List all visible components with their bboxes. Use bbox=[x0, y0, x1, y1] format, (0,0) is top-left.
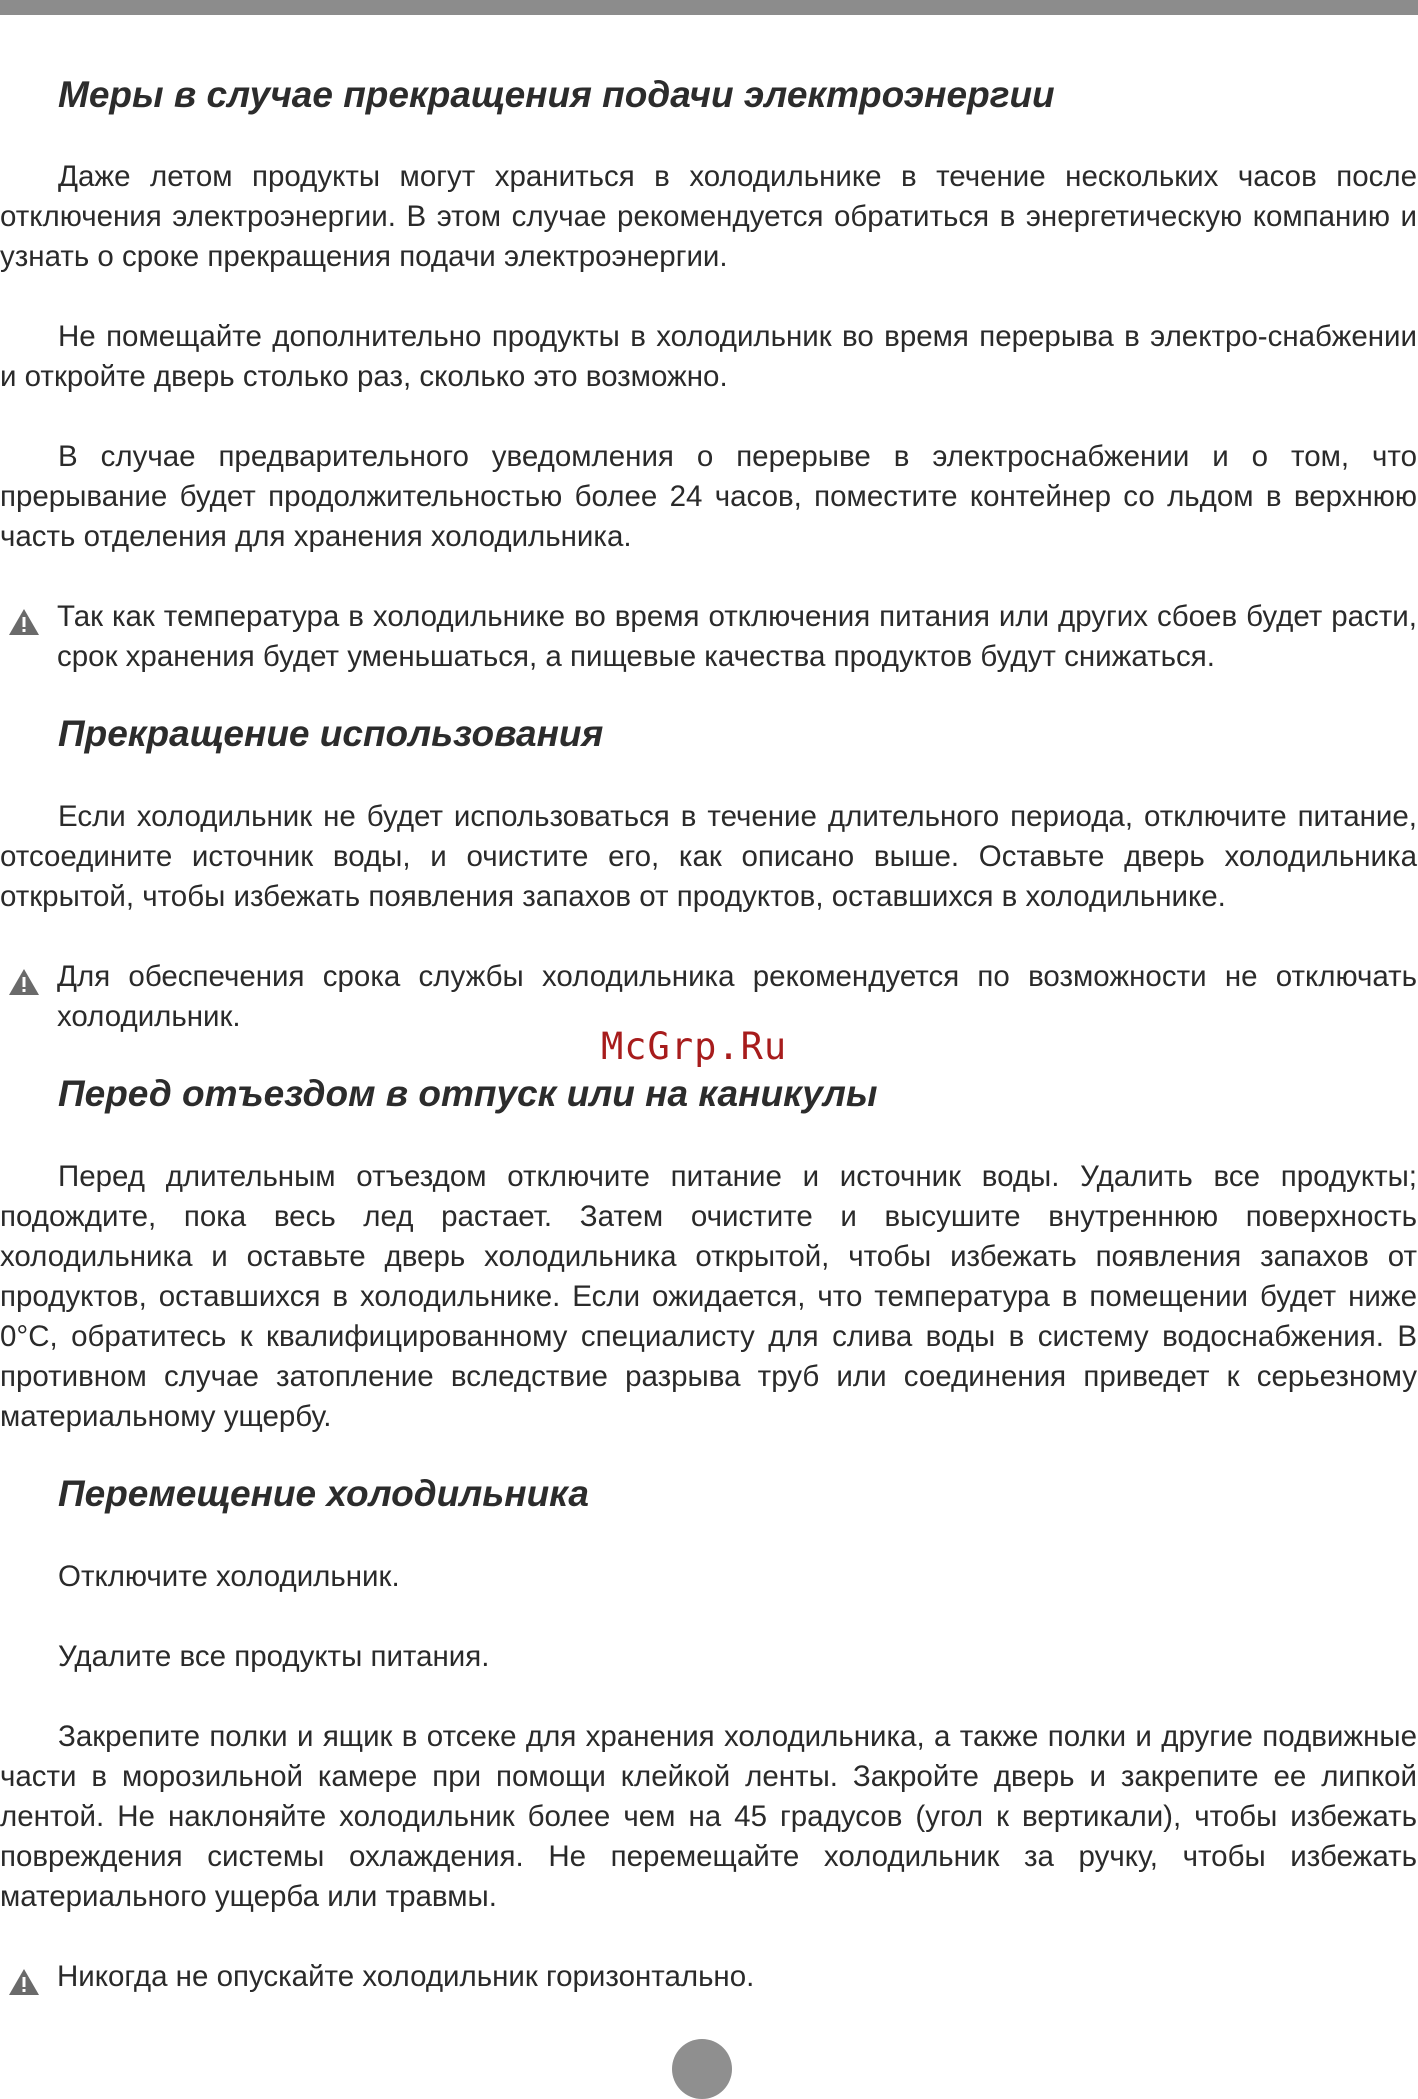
paragraph-power-3: В случае предварительного уведомления о перерыве в электроснабжении и о том, что прерывание будет продолжительностью более 24 часов, поместите контейнер со льдом в верхнюю часть отделения для хранения холодильника. bbox=[0, 440, 1417, 553]
warning-triangle-icon bbox=[8, 1968, 40, 1996]
heading-power-outage: Меры в случае прекращения подачи электроэнергии bbox=[58, 74, 1055, 115]
paragraph-vacation: Перед длительным отъездом отключите питание и источник воды. Удалить все продукты; подождите, пока весь лед растает. Затем очистите и высушите внутреннюю поверхность холодильника и оставьте дверь холодильника открытой, чтобы избежать появления запахов от продуктов, оставшихся в холодильнике. Если ожидается, что температура в помещении будет ниже 0°С, обратитесь к квалифицированному специалисту для слива воды в систему водоснабжения. В противном случае затопление вследствие разрыва труб или соединения приведет к серьезному материальному ущербу. bbox=[0, 1160, 1417, 1433]
paragraph-stop-use: Если холодильник не будет использоваться в течение длительного периода, отключите питание, отсоедините источник воды, и очистите его, как описано выше. Оставьте дверь холодильника открытой, чтобы избежать появления запахов от продуктов, оставшихся в холодильнике. bbox=[0, 800, 1417, 913]
heading-moving: Перемещение холодильника bbox=[58, 1473, 589, 1514]
top-bar bbox=[0, 0, 1418, 15]
paragraph-moving-1: Отключите холодильник. bbox=[58, 1560, 400, 1593]
warning-triangle-icon bbox=[8, 608, 40, 636]
heading-stop-use: Прекращение использования bbox=[58, 713, 604, 754]
warning-power-text: Так как температура в холодильнике во время отключения питания или других сбоев будет расти, срок хранения будет уменьшаться, а пищевые качества продуктов будут снижаться. bbox=[57, 600, 1417, 673]
warning-stop-use-text: Для обеспечения срока службы холодильника рекомендуется по возможности не отключать холодильник. bbox=[57, 960, 1417, 1033]
paragraph-moving-2: Удалите все продукты питания. bbox=[58, 1640, 490, 1673]
paragraph-power-1: Даже летом продукты могут храниться в холодильнике в течение нескольких часов после отключения электроэнергии. В этом случае рекомендуется обратиться в энергетическую компанию и узнать о сроке прекращения подачи электроэнергии. bbox=[0, 160, 1417, 273]
warning-moving-text: Никогда не опускайте холодильник горизонтально. bbox=[57, 1960, 755, 1993]
paragraph-moving-3: Закрепите полки и ящик в отсеке для хранения холодильника, а также полки и другие подвижные части в морозильной камере при помощи клейкой ленты. Закройте дверь и закрепите ее липкой лентой. Не наклоняйте холодильник более чем на 45 градусов (угол к вертикали), чтобы избежать повреждения системы охлаждения. Не перемещайте холодильник за ручку, чтобы избежать материального ущерба или травмы. bbox=[0, 1720, 1417, 1913]
page-number-dot bbox=[672, 2039, 732, 2099]
watermark: McGrp.Ru bbox=[601, 1025, 788, 1068]
warning-triangle-icon bbox=[8, 968, 40, 996]
paragraph-power-2: Не помещайте дополнительно продукты в холодильник во время перерыва в электро-снабжении и откройте дверь столько раз, сколько это возможно. bbox=[0, 320, 1417, 393]
heading-vacation: Перед отъездом в отпуск или на каникулы bbox=[58, 1073, 878, 1114]
